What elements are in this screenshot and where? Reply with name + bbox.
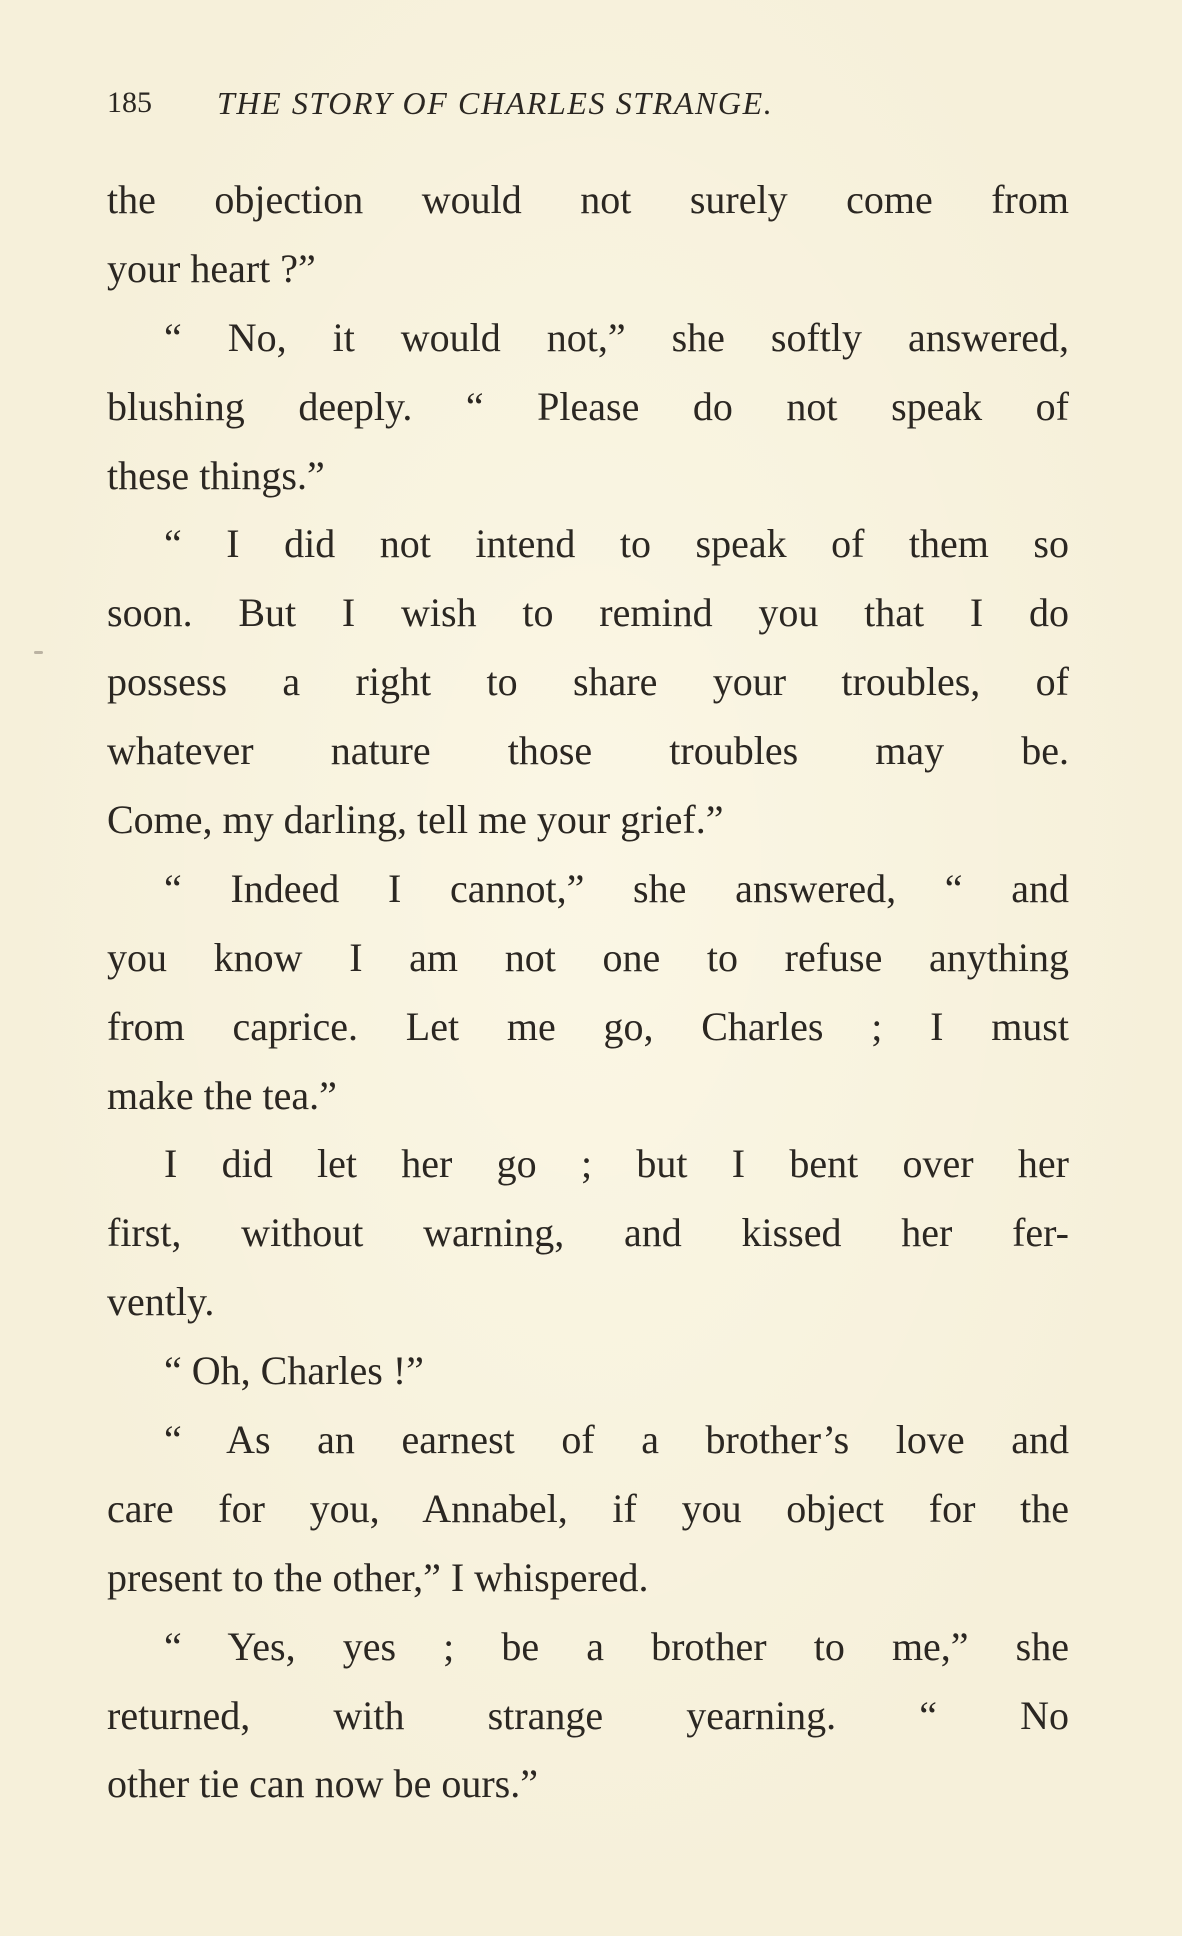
text-line-13: from caprice. Let me go, Charles ; I must xyxy=(107,1003,1069,1049)
text-line-11: “ Indeed I cannot,” she answered, “ and xyxy=(164,865,1069,911)
text-line-19: “ As an earnest of a brother’s love and xyxy=(164,1417,1069,1463)
running-title: THE STORY OF CHARLES STRANGE. xyxy=(217,85,774,121)
text-line-22: “ Yes, yes ; be a brother to me,” she xyxy=(164,1623,1069,1669)
text-line-5: these things.” xyxy=(107,452,325,498)
text-line-1: the objection would not surely come from xyxy=(107,177,1069,222)
text-line-23: returned, with strange yearning. “ No xyxy=(107,1692,1069,1738)
text-line-2: your heart ?” xyxy=(107,245,316,291)
text-line-4: blushing deeply. “ Please do not speak of xyxy=(107,383,1069,429)
text-line-20: care for you, Annabel, if you object for the xyxy=(107,1485,1069,1531)
text-line-17: vently. xyxy=(107,1279,215,1325)
text-line-18: “ Oh, Charles !” xyxy=(164,1348,424,1394)
body-text xyxy=(107,166,1069,1819)
text-line-7: soon. But I wish to remind you that I do xyxy=(107,590,1069,636)
text-line-9: whatever nature those troubles may be. xyxy=(107,728,1069,774)
text-line-10: Come, my darling, tell me your grief.” xyxy=(107,797,724,843)
running-head xyxy=(107,78,1067,128)
margin-speck xyxy=(34,651,43,654)
text-line-3: “ No, it would not,” she softly answered, xyxy=(164,314,1069,360)
text-line-14: make the tea.” xyxy=(107,1072,337,1118)
text-line-24: other tie can now be ours.” xyxy=(107,1761,538,1807)
text-line-16: first, without warning, and kissed her fer- xyxy=(107,1210,1069,1256)
text-line-8: possess a right to share your troubles, of xyxy=(107,659,1069,705)
text-line-21: present to the other,” I whispered. xyxy=(107,1554,649,1600)
text-line-12: you know I am not one to refuse anything xyxy=(107,934,1069,980)
text-line-15: I did let her go ; but I bent over her xyxy=(164,1141,1069,1187)
text-line-6: “ I did not intend to speak of them so xyxy=(164,521,1069,567)
page-number: 185 xyxy=(107,86,152,119)
